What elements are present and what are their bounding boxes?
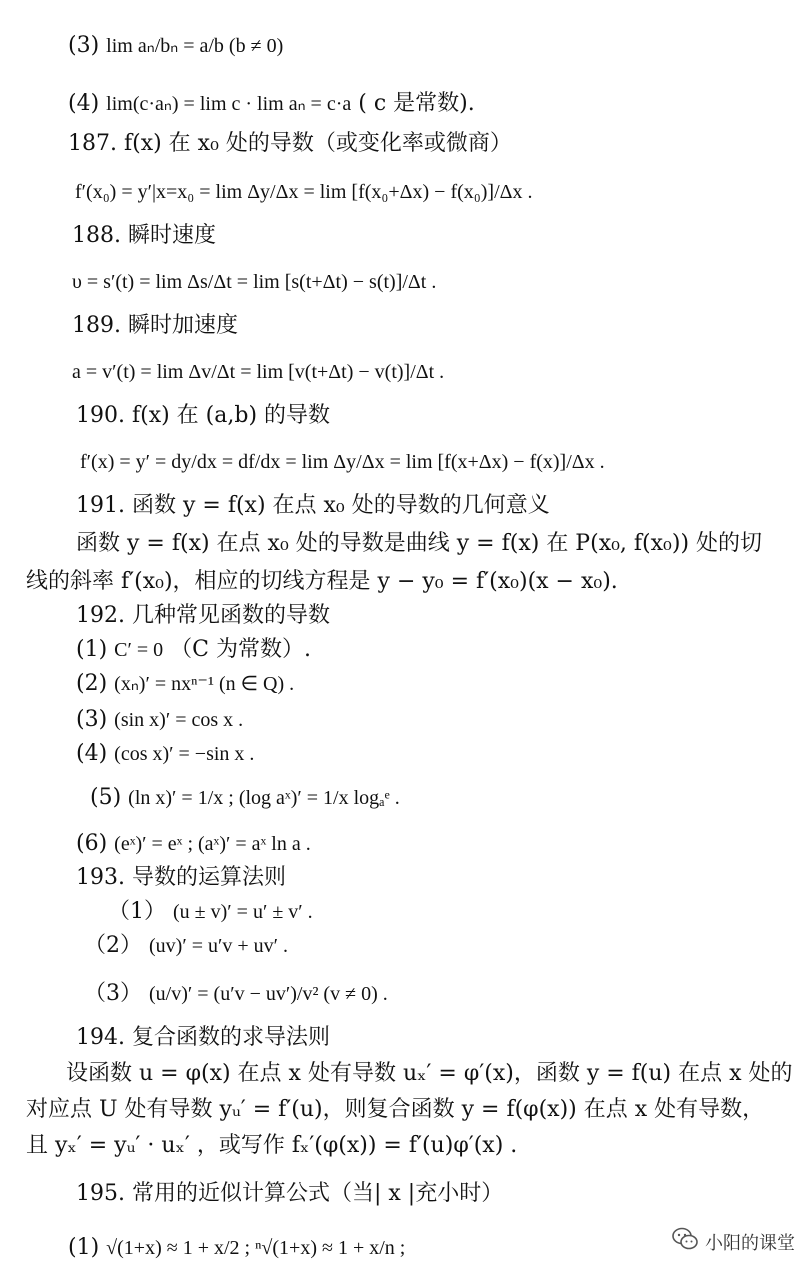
- formula: lim(c·aₙ) = lim c · lim aₙ = c·a: [106, 93, 352, 115]
- formula-line: [90, 784, 400, 812]
- item-number: （2）: [84, 933, 142, 958]
- formula-note: （C 为常数）.: [170, 637, 311, 662]
- paragraph-line: 设函数 u = φ(x) 在点 x 处有导数 uₓ′ = φ′(x)，函数 y = f(u) 在点 x 处的: [66, 1061, 793, 1086]
- section-heading: 194. 复合函数的求导法则: [76, 1025, 330, 1050]
- item-number: (1): [68, 1235, 100, 1260]
- formula: (sin x)′ = cos x .: [114, 709, 244, 731]
- formula: (cos x)′ = −sin x .: [114, 743, 255, 765]
- section-heading: 192. 几种常见函数的导数: [76, 603, 330, 628]
- paragraph-line: 函数 y = f(x) 在点 x₀ 处的导数是曲线 y = f(x) 在 P(x₀, f(x₀)) 处的切: [76, 531, 763, 556]
- formula: υ = s′(t) = lim Δs/Δt = lim [s(t+Δt) − s(t)]/Δt .: [72, 271, 437, 293]
- section-heading: 187. f(x) 在 x₀ 处的导数（或变化率或微商）: [68, 131, 512, 156]
- formula: √(1+x) ≈ 1 + x/2 ; ⁿ√(1+x) ≈ 1 + x/n ;: [106, 1237, 406, 1259]
- formula-line: [84, 980, 388, 1008]
- formula: (xₙ)′ = nxⁿ⁻¹ (n ∈ Q) .: [114, 673, 295, 695]
- formula-line: [68, 90, 475, 118]
- item-number: (5): [90, 785, 122, 810]
- formula: (eˣ)′ = eˣ ; (aˣ)′ = aˣ ln a .: [114, 833, 311, 855]
- formula: f′(x₀) = y′|x=x₀ = lim Δy/Δx = lim [f(x₀+Δx) − f(x₀)]/Δx .: [75, 181, 533, 203]
- formula: (ln x)′ = 1/x ; (log aˣ)′ = 1/x logₐᵉ .: [128, 787, 400, 809]
- formula-line: [76, 830, 311, 858]
- watermark: [671, 1225, 795, 1258]
- item-number: (3): [68, 33, 100, 58]
- item-number: (2): [76, 671, 108, 696]
- formula-line: [76, 740, 254, 768]
- section-heading: 195. 常用的近似计算公式（当| x |充小时）: [76, 1181, 504, 1206]
- formula-note: ( c 是常数).: [358, 91, 475, 116]
- section-heading: 189. 瞬时加速度: [72, 313, 238, 338]
- section-heading: 188. 瞬时速度: [72, 223, 216, 248]
- formula-line: [84, 932, 288, 960]
- wechat-icon: [671, 1225, 699, 1258]
- formula: (uv)′ = u′v + uv′ .: [149, 935, 289, 957]
- section-heading: 190. f(x) 在 (a,b) 的导数: [76, 403, 331, 428]
- paragraph-line: 线的斜率 f′(x₀)，相应的切线方程是 y − y₀ = f′(x₀)(x − x₀).: [26, 569, 618, 594]
- formula: a = v′(t) = lim Δv/Δt = lim [v(t+Δt) − v(t)]/Δt .: [72, 361, 445, 383]
- formula-line: [76, 636, 311, 664]
- formula: (u ± v)′ = u′ ± v′ .: [173, 901, 313, 923]
- item-number: (4): [76, 741, 108, 766]
- paragraph-line: 且 yₓ′ = yᵤ′ · uₓ′ ，或写作 fₓ′(φ(x)) = f′(u)φ′(x) .: [26, 1133, 518, 1158]
- item-number: (3): [76, 707, 108, 732]
- formula: lim aₙ/bₙ = a/b (b ≠ 0): [106, 35, 284, 57]
- formula: f′(x) = y′ = dy/dx = df/dx = lim Δy/Δx = lim [f(x+Δx) − f(x)]/Δx .: [80, 451, 605, 473]
- formula: (u/v)′ = (u′v − uv′)/v² (v ≠ 0) .: [149, 983, 388, 1005]
- item-number: （3）: [84, 981, 142, 1006]
- paragraph-line: 对应点 U 处有导数 yᵤ′ = f′(u)，则复合函数 y = f(φ(x)) 在点 x 处有导数，: [26, 1097, 765, 1122]
- formula-line: [68, 1234, 405, 1262]
- section-heading: 193. 导数的运算法则: [76, 865, 286, 890]
- item-number: （1）: [108, 899, 166, 924]
- formula-line: [108, 898, 313, 926]
- item-number: (6): [76, 831, 108, 856]
- item-number: (1): [76, 637, 108, 662]
- formula-line: [76, 706, 243, 734]
- formula-line: [68, 32, 283, 60]
- section-heading: 191. 函数 y = f(x) 在点 x₀ 处的导数的几何意义: [76, 493, 550, 518]
- watermark-text: 小阳的课堂: [705, 1232, 795, 1254]
- item-number: (4): [68, 91, 100, 116]
- formula: C′ = 0: [114, 639, 164, 661]
- formula-line: [76, 670, 294, 698]
